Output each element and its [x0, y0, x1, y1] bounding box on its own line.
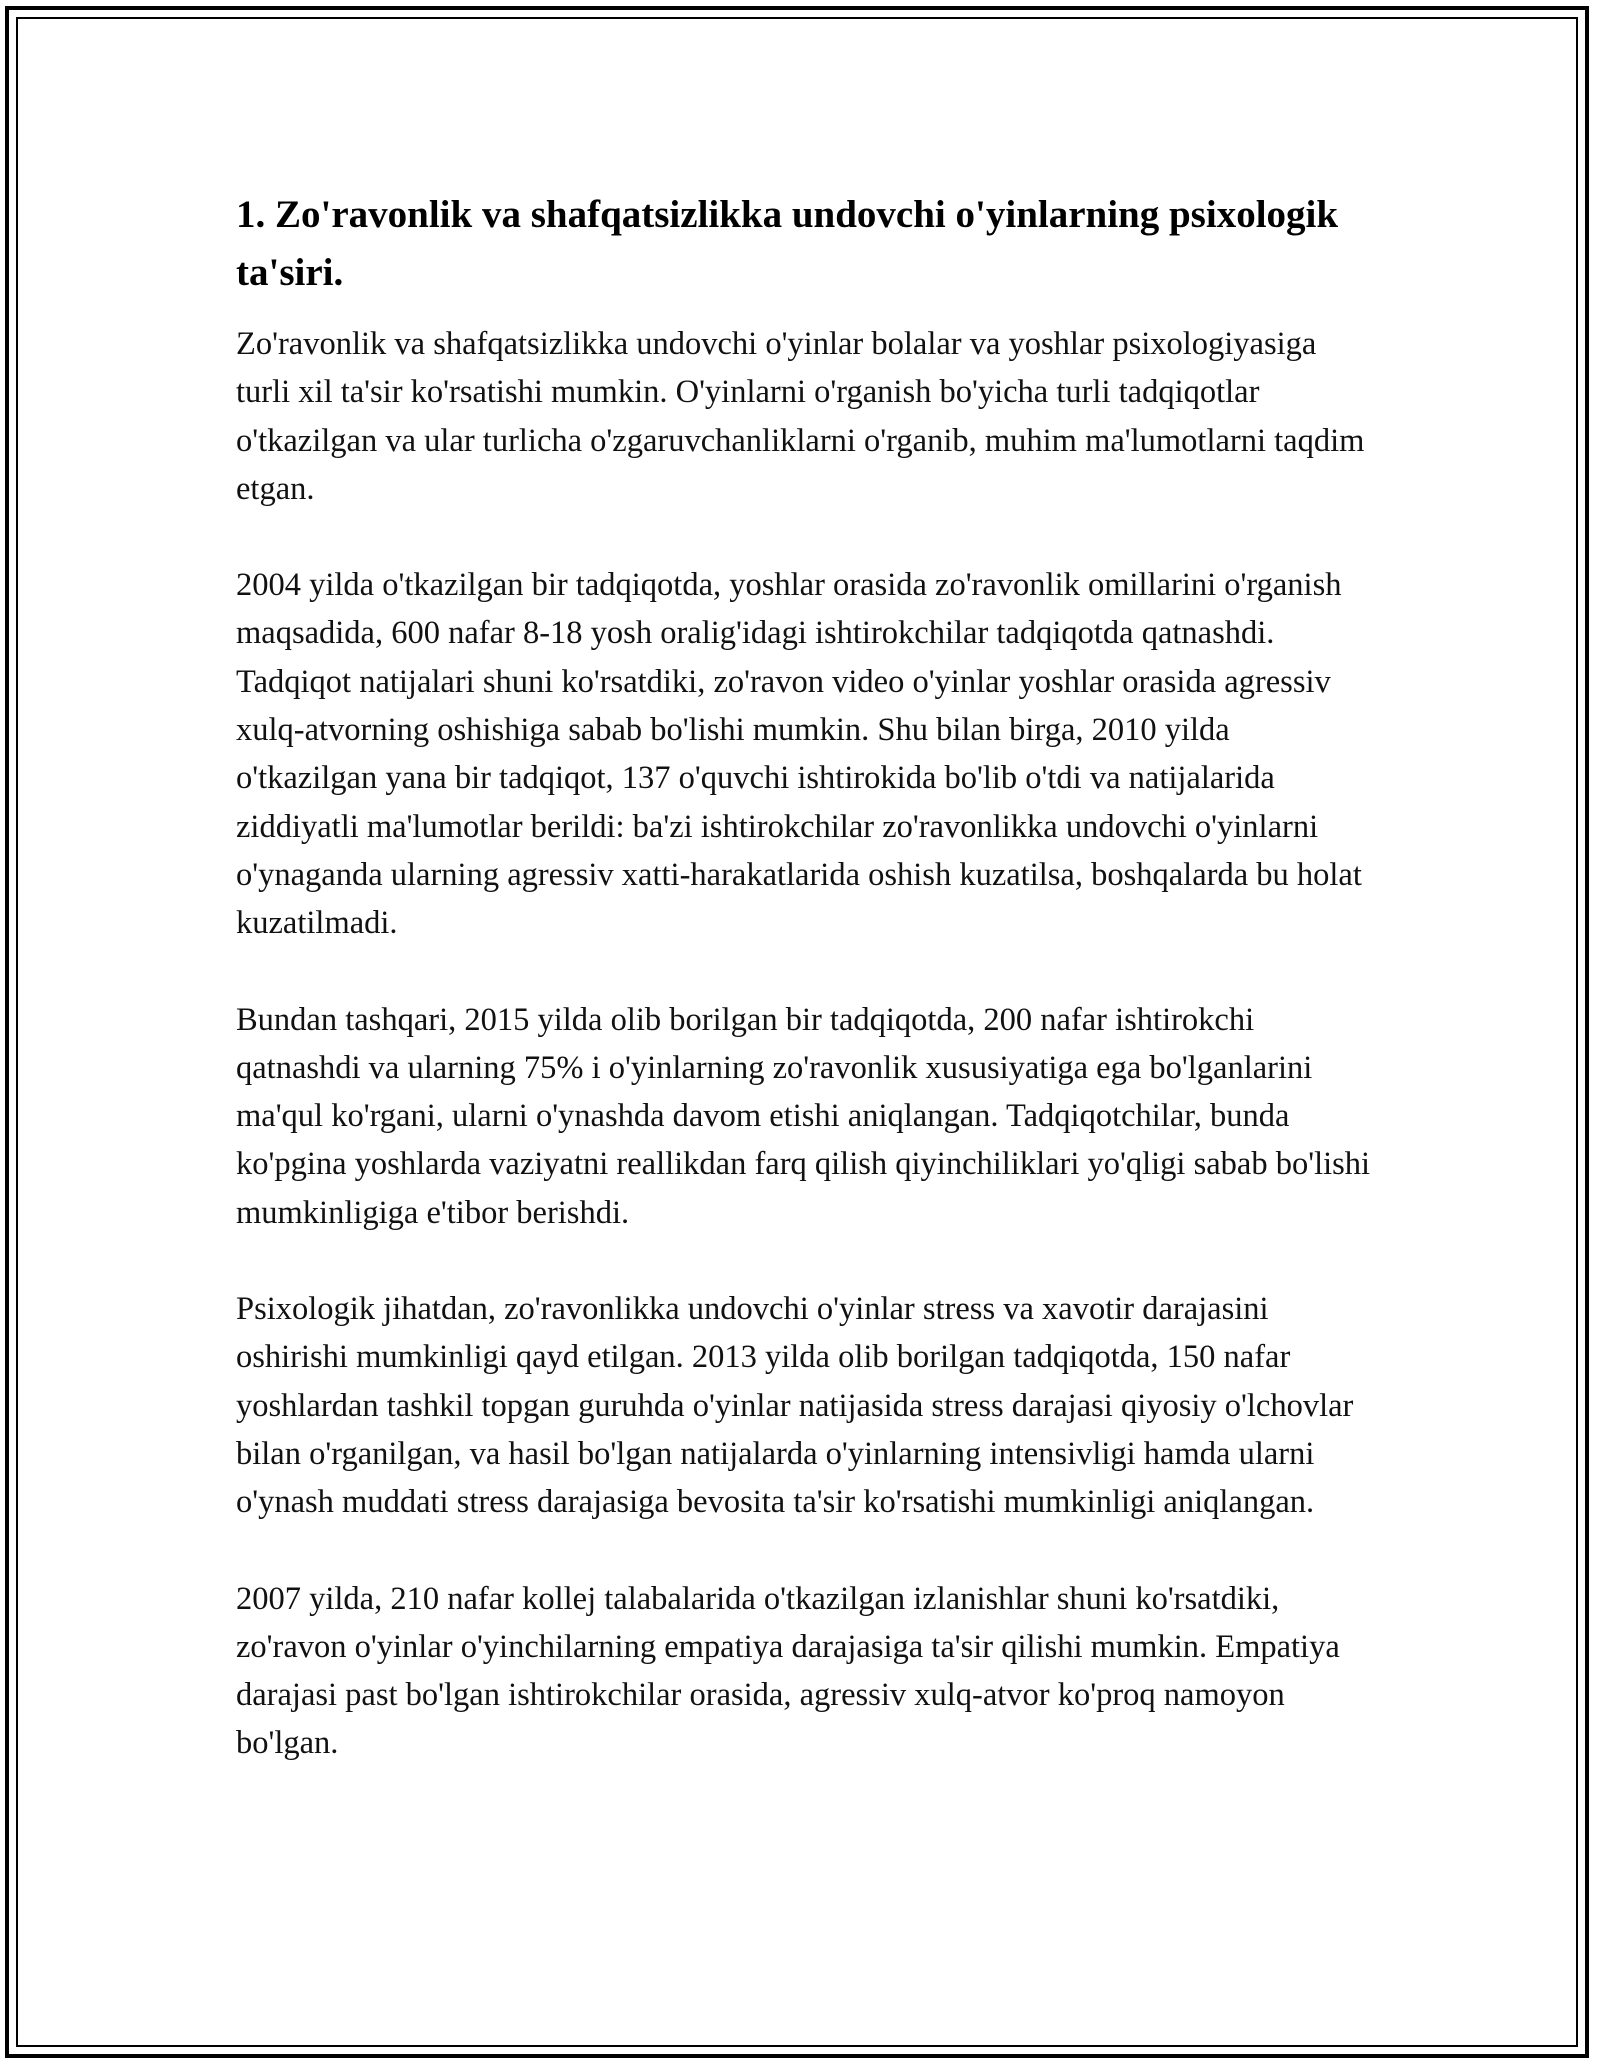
section-heading: 1. Zo'ravonlik va shafqatsizlikka undovchi o'yinlarning psixologik ta'siri. [236, 193, 1339, 294]
paragraph-2015-study: Bundan tashqari, 2015 yilda olib borilgan bir tadqiqotda, 200 nafar ishtirokchi qatnashdi va ularning 75% i o'yinlarning zo'ravonlik xususiyatiga ega bo'lganlarini ma'qul ko'rgani, ularni o'ynashda davom etishi aniqlangan. Tadqiqotchilar, bunda ko'pgina yoshlarda vaziyatni reallikdan farq qilish qiyinchiliklari yo'qligi sabab bo'lishi mumkinligiga e'tibor berishdi. [236, 1001, 1371, 1231]
paragraph-intro: Zo'ravonlik va shafqatsizlikka undovchi o'yinlar bolalar va yoshlar psixologiyasiga turli xil ta'sir ko'rsatishi mumkin. O'yinlarni o'rganish bo'yicha turli tadqiqotlar o'tkazilgan va ular turlicha o'zgaruvchanliklarni o'rganib, muhim ma'lumotlarni taqdim etgan. [236, 326, 1365, 507]
paragraph-2007-study: 2007 yilda, 210 nafar kollej talabalarida o'tkazilgan izlanishlar shuni ko'rsatdiki, zo'ravon o'yinlar o'yinchilarning empatiya darajasiga ta'sir qilishi mumkin. Empatiya darajasi past bo'lgan ishtirokchilar orasida, agressiv xulq-atvor ko'proq namoyon bo'lgan. [236, 1580, 1340, 1762]
document-body [236, 186, 1376, 1816]
paragraph-2004-study: 2004 yilda o'tkazilgan bir tadqiqotda, yoshlar orasida zo'ravonlik omillarini o'rganish maqsadida, 600 nafar 8-18 yosh oralig'idagi ishtirokchilar tadqiqotda qatnashdi. Tadqiqot natijalari shuni ko'rsatdiki, zo'ravon video o'yinlar yoshlar orasida agressiv xulq-atvorning oshishiga sabab bo'lishi mumkin. Shu bilan birga, 2010 yilda o'tkazilgan yana bir tadqiqot, 137 o'quvchi ishtirokida bo'lib o'tdi va natijalarida ziddiyatli ma'lumotlar berildi: ba'zi ishtirokchilar zo'ravonlikka undovchi o'yinlarni o'ynaganda ularning agressiv xatti-harakatlarida oshish kuzatilsa, boshqalarda bu holat kuzatilmadi. [236, 567, 1362, 942]
paragraph-2013-study: Psixologik jihatdan, zo'ravonlikka undovchi o'yinlar stress va xavotir darajasini oshirishi mumkinligi qayd etilgan. 2013 yilda olib borilgan tadqiqotda, 150 nafar yoshlardan tashkil topgan guruhda o'yinlar natijasida stress darajasi qiyosiy o'lchovlar bilan o'rganilgan, va hasil bo'lgan natijalarda o'yinlarning intensivligi hamda ularni o'ynash muddati stress darajasiga bevosita ta'sir ko'rsatishi mumkinligi aniqlangan. [236, 1291, 1354, 1521]
